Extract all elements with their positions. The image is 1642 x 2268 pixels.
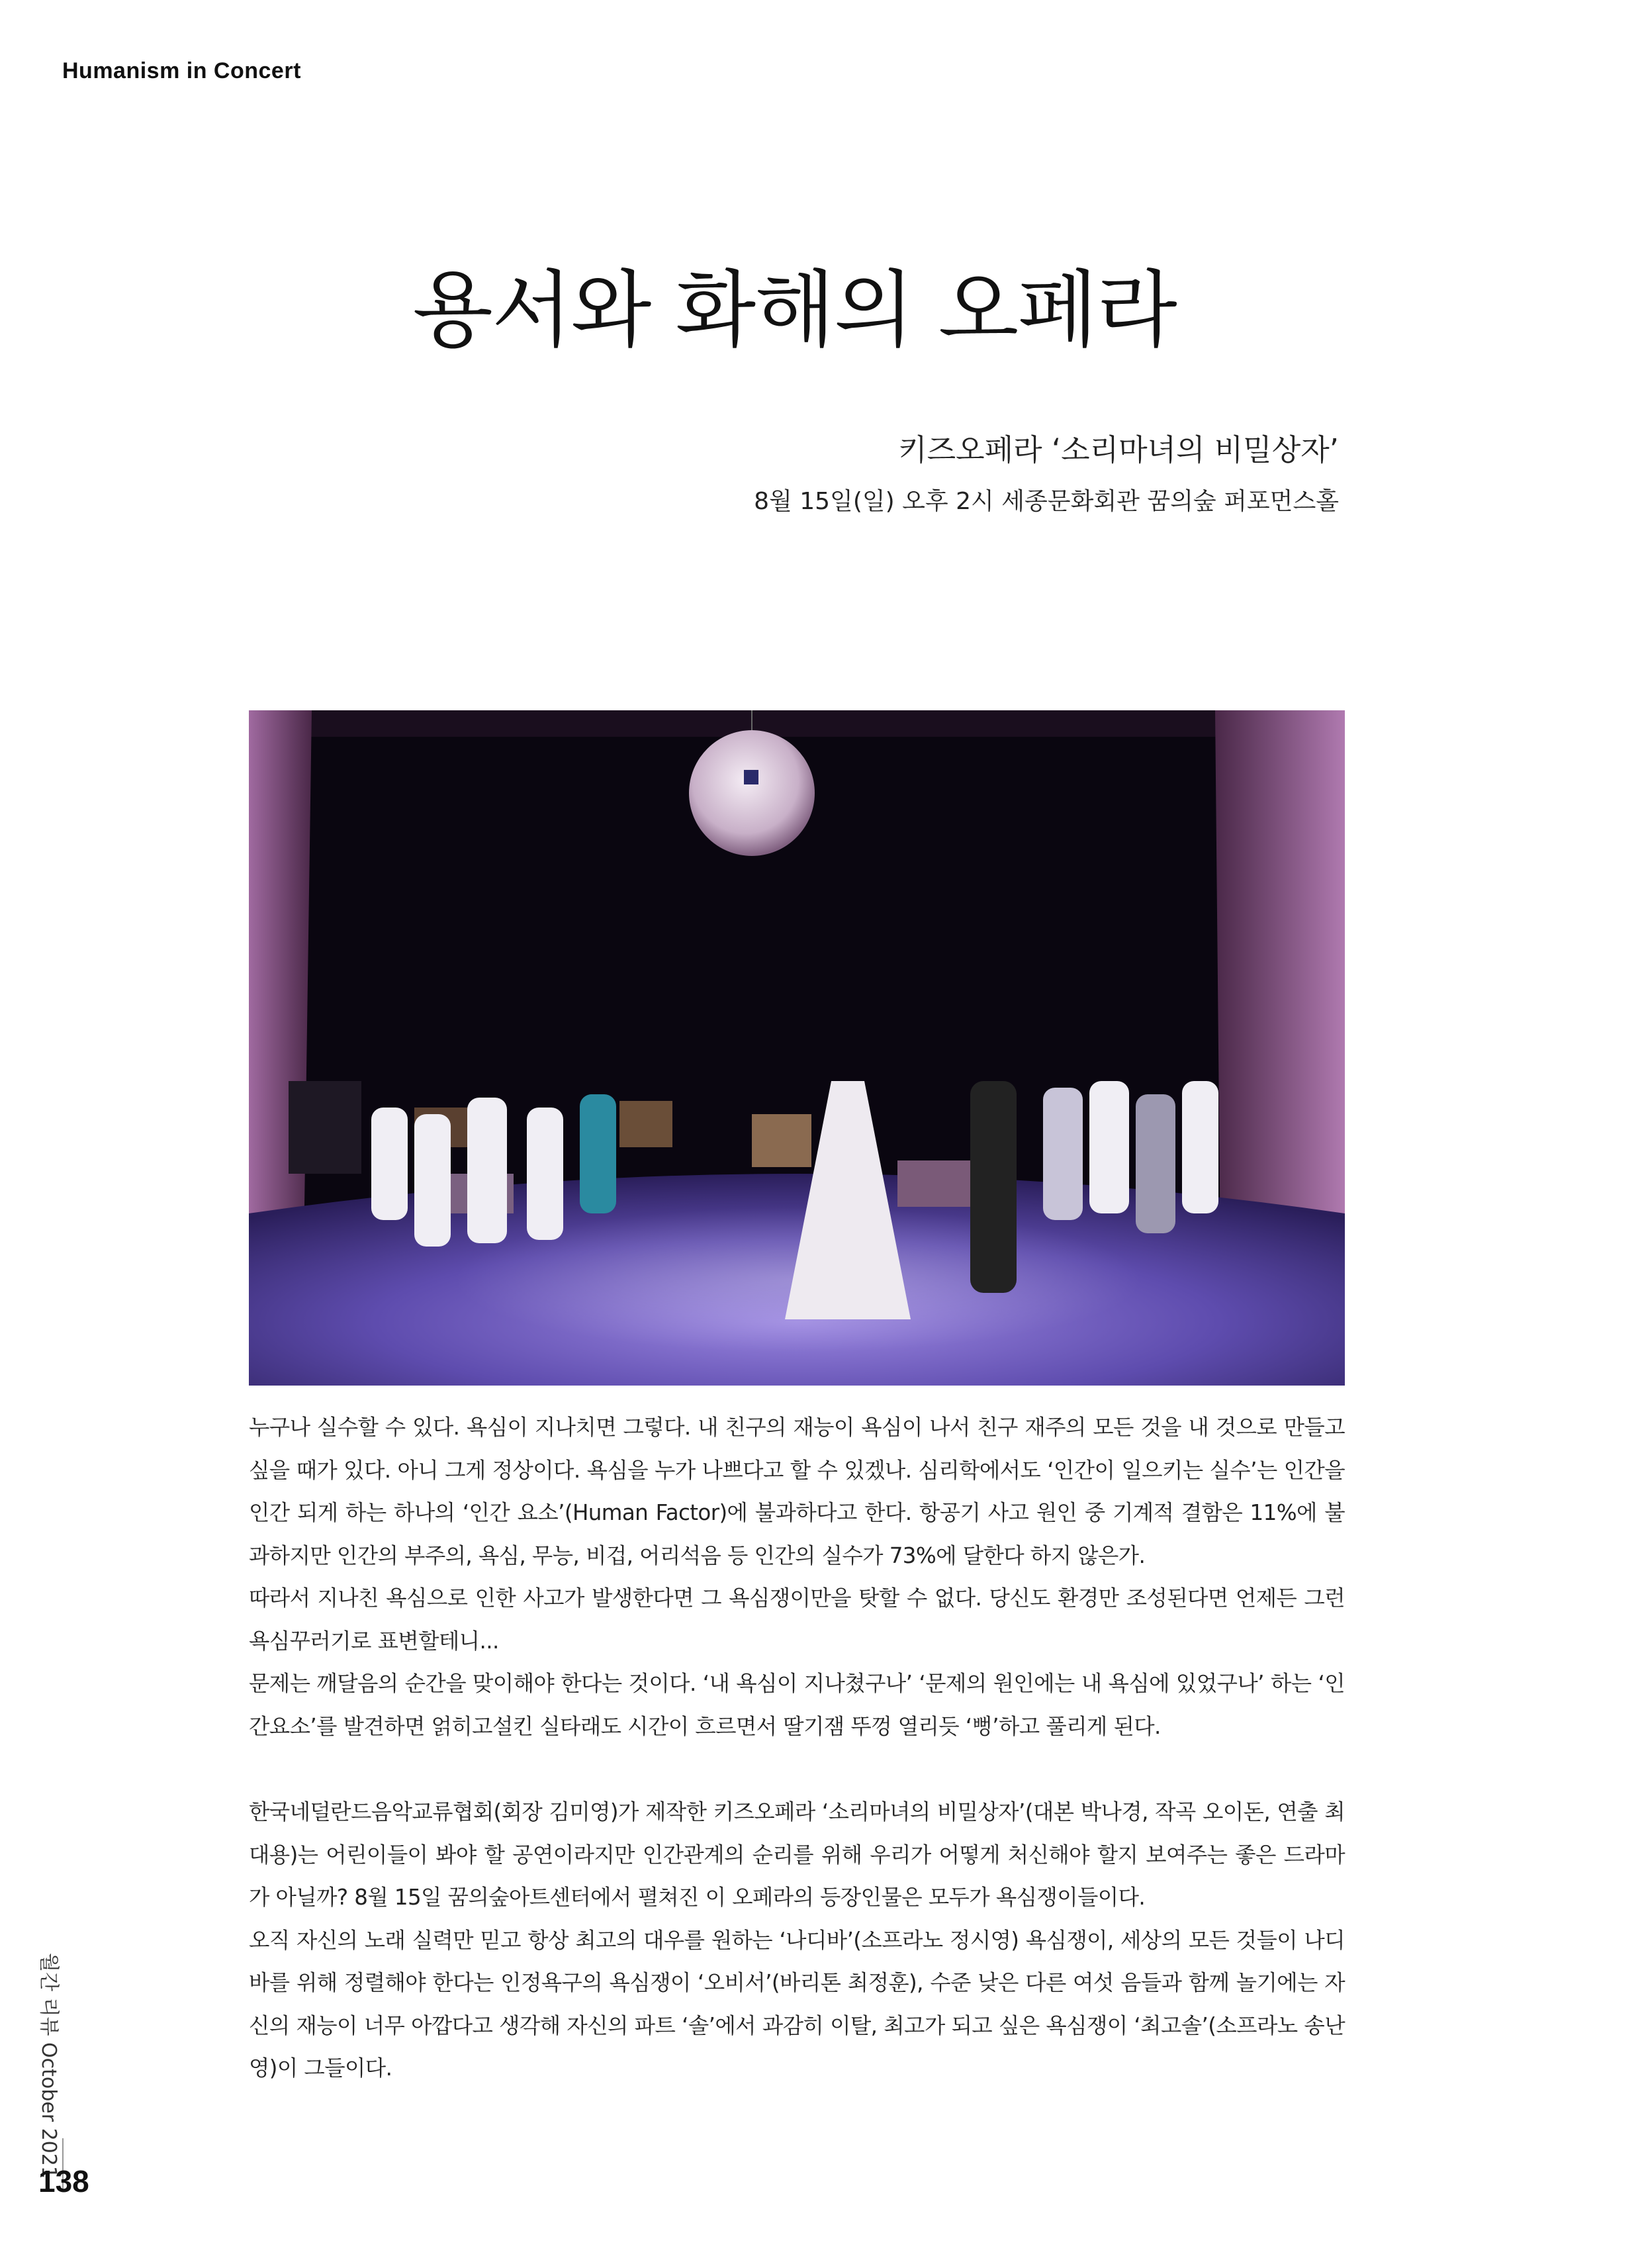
paragraph: 한국네덜란드음악교류협회(회장 김미영)가 제작한 키즈오페라 ‘소리마녀의 비밀상자’(대본 박나경, 작곡 오이돈, 연출 최대용)는 어린이들이 봐야 할 공연이라지만 인간관계의 순리를 위해 우리가 어떻게 처신해야 할지 보여주는 좋은 드라마가 아닐까? 8월 15일 꿈의숲아트센터에서 펼쳐진 이 오페라의 등장인물은 모두가 욕심쟁이들이다. [249, 1799, 1345, 1910]
article-title: 용서와 화해의 오페라 [412, 261, 1176, 359]
magazine-issue-label: 월간 리뷰 October 2021 [37, 1953, 60, 2179]
page-number: 138 [38, 2164, 89, 2198]
event-info: 8월 15일(일) 오후 2시 세종문화회관 꿈의숲 퍼포먼스홀 [754, 488, 1339, 515]
paragraph: 누구나 실수할 수 있다. 욕심이 지나치면 그렇다. 내 친구의 재능이 욕심이 나서 친구 재주의 모든 것을 내 것으로 만들고 싶을 때가 있다. 아니 그게 정상이다. 욕심을 누가 나쁘다고 할 수 있겠나. 심리학에서도 ‘인간이 일으키는 실수’는 인간을 인간 되게 하는 하나의 ‘인간 요소’(Human Factor)에 불과하다고 한다. 항공기 사고 원인 중 기계적 결함은 11%에 불과하지만 인간의 부주의, 욕심, 무능, 비겁, 어리석음 등 인간의 실수가 73%에 달한다 하지 않은가. [249, 1415, 1345, 1568]
article-subtitle: 키즈오페라 ‘소리마녀의 비밀상자’ [898, 432, 1339, 467]
paragraph-gap [249, 1748, 1345, 1791]
paragraph: 따라서 지나친 욕심으로 인한 사고가 발생한다면 그 욕심쟁이만을 탓할 수 없다. 당신도 환경만 조성된다면 언제든 그런 욕심꾸러기로 표변할테니... [249, 1585, 1345, 1654]
disco-ball [689, 730, 815, 856]
paragraph: 문제는 깨달음의 순간을 맞이해야 한다는 것이다. ‘내 욕심이 지나쳤구나’ ‘문제의 원인에는 내 욕심에 있었구나’ 하는 ‘인간요소’를 발견하면 얽히고설킨 실타래도 시간이 흐르면서 딸기잼 뚜껑 열리듯 ‘뻥’하고 풀리게 된다. [249, 1671, 1345, 1739]
opera-stage-photo [249, 710, 1345, 1386]
section-label: Humanism in Concert [62, 58, 301, 83]
stage-illustration [249, 710, 1345, 1386]
paragraph: 오직 자신의 노래 실력만 믿고 항상 최고의 대우를 원하는 ‘나디바’(소프라노 정시영) 욕심쟁이, 세상의 모든 것들이 나디바를 위해 정렬해야 한다는 인정욕구의 욕심쟁이 ‘오비서’(바리톤 최정훈), 수준 낮은 다른 여섯 음들과 함께 놀기에는 자신의 재능이 너무 아깝다고 생각해 자신의 파트 ‘솔’에서 과감히 이탈, 최고가 되고 싶은 욕심쟁이 ‘최고솔’(소프라노 송난영)이 그들이다. [249, 1927, 1345, 2081]
subtitle-block [754, 424, 1339, 527]
article-body [249, 1406, 1345, 2090]
